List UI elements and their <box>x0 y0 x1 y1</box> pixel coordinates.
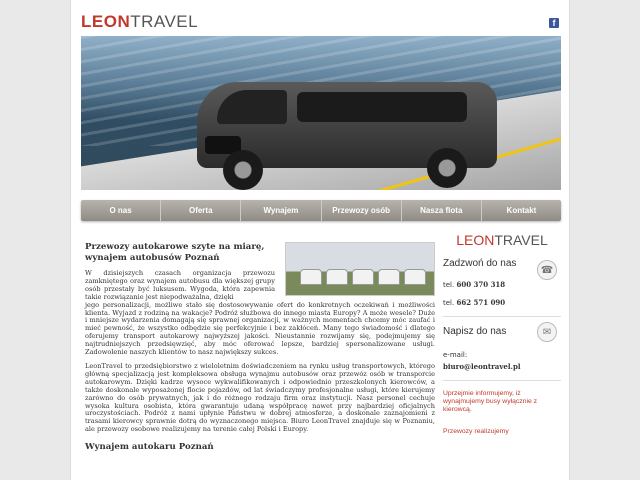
sidebar-logo-leon: LEON <box>456 232 495 248</box>
main-content <box>85 242 437 452</box>
fleet-photo <box>285 242 435 296</box>
intro-paragraph-cont: jego personalizacji, możliwe stało się dostosowywanie ofert do konkretnych oczekiwań i możliwości klienta. Wyjazd z rodziną na wakacje? Podróż służbowa do innego miasta Europy? A może wesele? Duże i mniejsze wydarzenia domagają się sprawnej organizacji, w ważnych momentach chcemy móc zaufać i mieć pewność, że wszystko odbędzie się perfekcyjnie i bez zakłóceń. Many tego świadomość i dlatego oferujemy transport autokarowy najwyższej jakości. Nieustannie rozwijamy się, podejmujemy się najtrudniejszych przedsięwzięć, aby móc oferować lepsze, bardziej spersonalizowane usługi. Zadowolenie naszych klientów to nasz największy sukces. <box>85 300 435 357</box>
sidebar-logo-travel: TRAVEL <box>494 232 548 248</box>
nav-przewozy-osob[interactable]: Przewozy osób <box>322 200 402 221</box>
page <box>70 0 570 480</box>
nav-kontakt[interactable]: Kontakt <box>506 206 537 215</box>
promo-text-1: Uprzejmie informujemy, iż wynajmujemy busy wyłącznie z kierowcą. <box>443 390 538 413</box>
divider-2 <box>443 380 561 381</box>
van-image <box>177 64 507 190</box>
hero-banner <box>81 36 561 190</box>
sidebar <box>443 232 561 436</box>
sidebar-logo <box>443 232 561 248</box>
phone-1[interactable]: tel. 600 370 318 <box>443 280 506 289</box>
call-title: Zadzwoń do nas <box>443 258 517 269</box>
section-heading-wynajem: Wynajem autokaru Poznań <box>85 442 214 453</box>
main-heading: Przewozy autokarowe szyte na miarę, wynajem autobusów Poznań <box>85 242 265 263</box>
main-nav <box>81 200 561 221</box>
site-logo[interactable] <box>81 12 198 32</box>
phone-2[interactable]: tel. 662 571 090 <box>443 298 506 307</box>
nav-o-nas[interactable]: O nas <box>81 200 161 221</box>
logo-part-leon: LEON <box>81 12 131 31</box>
company-paragraph: LeonTravel to przedsiębiorstwo z wieloletnim doświadczeniem na rynku usług transportowych, którego główną specjalizacją jest kompleksowa obsługa wynajmu autobusów oraz przewóz osób w transporcie autokarowym. Dzięki kadrze wysoce wykwalifikowanych i odpowiednio przeszkolonych kierowców, a także doskonale wyposażonej flocie pojazdów, od lat świadczymy profesjonalne usługi, które kierujemy zarówno do osób prywatnych, jak i do różnego rodzaju firm oraz instytucji. Nasz personel cechuje wysoka kultura osobista, która gwarantuje udaną współpracę nawet przy najbardziej oficjalnych uroczystościach. Podróż z nami upłynie Państwu w dobrej atmosferze, a doskonale zaznajomieni z trasami kierowcy sprawnie dotrą do wyznaczonego miejsca. Biuro LeonTravel znajduje się w Poznaniu, ale przewozy osobowe realizujemy na terenie całej Polski i Europy. <box>85 361 435 434</box>
nav-nasza-flota[interactable]: Nasza flota <box>402 200 482 221</box>
email-label: e-mail: <box>443 351 468 359</box>
call-section <box>443 258 561 276</box>
divider <box>443 316 561 317</box>
envelope-icon: ✉ <box>537 322 557 342</box>
promo-text-2[interactable]: Przewozy realizujemy <box>443 428 509 435</box>
email-link[interactable]: biuro@leontravel.pl <box>443 362 521 371</box>
intro-paragraph: W dzisiejszych czasach organizacja przewozu zamkniętego oraz wynajem autobusu dla większej grupy osób przestały być luksusem. Wygoda, która zapewnia takie rozwiązanie jest niepodważalna, dzięki <box>85 269 275 301</box>
write-section <box>443 326 561 337</box>
facebook-icon[interactable]: f <box>549 18 559 28</box>
phone-icon: ☎ <box>537 260 557 280</box>
write-title: Napisz do nas <box>443 326 507 337</box>
nav-oferta[interactable]: Oferta <box>161 200 241 221</box>
logo-part-travel: TRAVEL <box>130 12 199 31</box>
nav-wynajem[interactable]: Wynajem <box>241 200 321 221</box>
